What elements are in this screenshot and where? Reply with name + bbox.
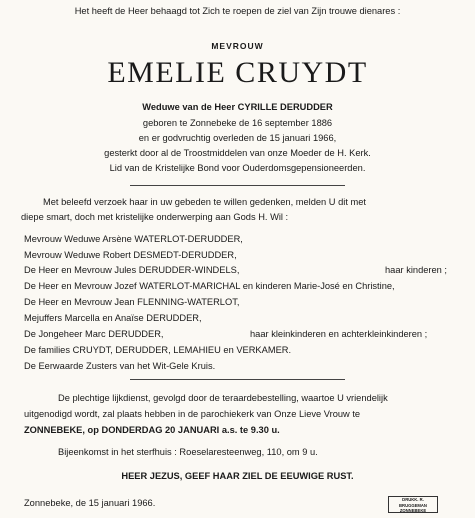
widow-of-line: Weduwe van de Heer CYRILLE DERUDDER [142, 102, 333, 112]
gathering-line: Bijeenkomst in het sterfhuis : Roeselaresteenweg, 110, om 9 u. [58, 447, 318, 457]
printer-name: DRUKK. R. BRUGGEMAN [399, 497, 427, 508]
funeral-line: uitgenodigd wordt, zal plaats hebben in de parochiekerk van Onze Lieve Vrouw te [24, 409, 361, 419]
family-line: De Heer en Mevrouw Jean FLENNING-WATERLOT, [24, 297, 240, 307]
printer-town: ZONNEBEKE [399, 508, 427, 513]
request-line: Met beleefd verzoek haar in uw gebeden te willen gedenken, melden U dit met [43, 197, 367, 207]
detail-line: en er godvruchtig overleden de 15 januari 1966, [138, 133, 337, 143]
family-line: De Jongeheer Marc DERUDDER, [24, 329, 164, 339]
divider [130, 185, 345, 186]
place-date: Zonnebeke, de 15 januari 1966. [24, 498, 156, 508]
family-line: De Eerwaarde Zusters van het Wit-Gele Kruis. [24, 361, 216, 371]
family-line: De Heer en Mevrouw Jules DERUDDER-WINDELS, [24, 265, 240, 275]
family-line: Mevrouw Weduwe Robert DESMEDT-DERUDDER, [24, 250, 237, 260]
detail-line: gesterkt door al de Troostmiddelen van onze Moeder de H. Kerk. [104, 148, 371, 158]
request-line: diepe smart, doch met kristelijke onderwerping aan Gods H. Wil : [21, 212, 289, 222]
divider [130, 379, 345, 380]
honorific: MEVROUW [211, 41, 264, 51]
detail-line: geboren te Zonnebeke de 16 september 1886 [142, 118, 333, 128]
detail-line: Lid van de Kristelijke Bond voor Ouderdomsgepensioneerden. [109, 163, 366, 173]
prayer-line: HEER JEZUS, GEEF HAAR ZIEL DE EEUWIGE RUST. [121, 471, 354, 481]
printer-stamp [388, 496, 438, 513]
family-line: Mejuffers Marcella en Anaïse DERUDDER, [24, 313, 202, 323]
funeral-line: De plechtige lijkdienst, gevolgd door de teraardebestelling, waartoe U vriendelijk [58, 393, 388, 403]
family-line: De families CRUYDT, DERUDDER, LEMAHIEU en VERKAMER. [24, 345, 292, 355]
funeral-date: ZONNEBEKE, op DONDERDAG 20 JANUARI a.s. te 9.30 u. [24, 425, 280, 435]
family-line: De Heer en Mevrouw Jozef WATERLOT-MARICHAL en kinderen Marie-José en Christine, [24, 281, 395, 291]
family-line: Mevrouw Weduwe Arsène WATERLOT-DERUDDER, [24, 234, 243, 244]
family-relation: haar kinderen ; [385, 265, 448, 275]
intro-line: Het heeft de Heer behaagd tot Zich te roepen de ziel van Zijn trouwe dienares : [74, 6, 401, 16]
deceased-name: EMELIE CRUYDT [107, 56, 368, 89]
family-relation: haar kleinkinderen en achterkleinkinderen ; [250, 329, 428, 339]
